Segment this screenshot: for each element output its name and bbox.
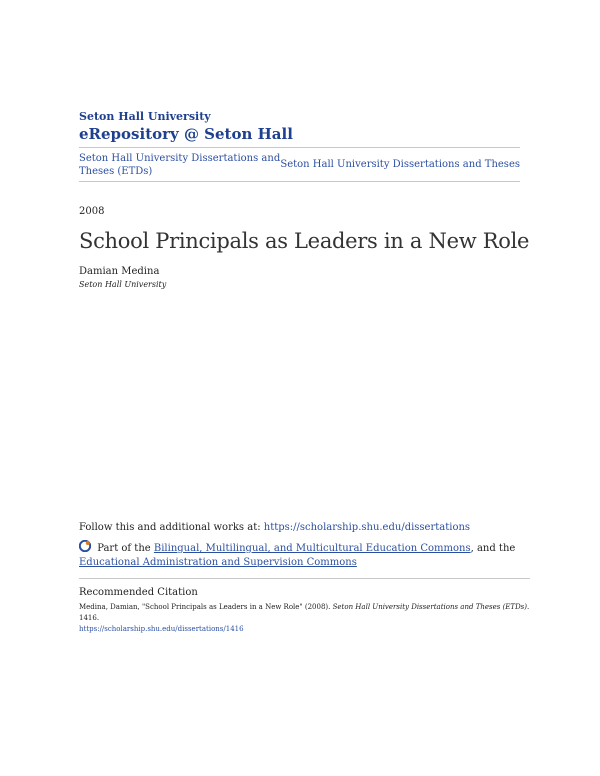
- dissertations-collection-link[interactable]: Seton Hall University Dissertations and Theses: [280, 159, 520, 170]
- publication-year: 2008: [79, 206, 105, 217]
- repository-name[interactable]: eRepository @ Seton Hall: [79, 125, 293, 143]
- citation-text: [79, 602, 530, 635]
- bilingual-commons-link[interactable]: Bilingual, Multilingual, and Multicultural Education Commons: [153, 543, 471, 554]
- citation-series: Seton Hall University Dissertations and Theses (ETDs): [332, 603, 528, 611]
- author-affiliation: Seton Hall University: [79, 280, 167, 289]
- citation-heading: Recommended Citation: [79, 587, 198, 598]
- university-name[interactable]: Seton Hall University: [79, 110, 211, 123]
- part-of-line: [79, 540, 520, 570]
- follow-link[interactable]: https://scholarship.shu.edu/dissertations: [263, 522, 471, 533]
- part-of-joiner: , and the: [470, 543, 516, 554]
- repository-header: [79, 110, 293, 144]
- divider: [79, 578, 530, 579]
- collection-nav: [79, 147, 520, 182]
- commons-network-icon: [79, 540, 91, 552]
- citation-prefix: Medina, Damian, "School Principals as Leaders in a New Role" (2008).: [79, 603, 331, 611]
- citation-number: . 1416.: [79, 603, 530, 622]
- citation-link[interactable]: https://scholarship.shu.edu/dissertations/1416: [79, 625, 244, 633]
- part-of-prefix: Part of the: [97, 543, 151, 554]
- etds-collection-link[interactable]: Seton Hall University Dissertations and Theses (ETDs): [79, 153, 281, 177]
- follow-text: Follow this and additional works at:: [79, 522, 261, 533]
- author-name: Damian Medina: [79, 266, 160, 277]
- document-title: School Principals as Leaders in a New Role: [79, 229, 530, 253]
- educational-admin-commons-link[interactable]: Educational Administration and Supervision Commons: [79, 557, 357, 568]
- follow-line: [79, 521, 470, 534]
